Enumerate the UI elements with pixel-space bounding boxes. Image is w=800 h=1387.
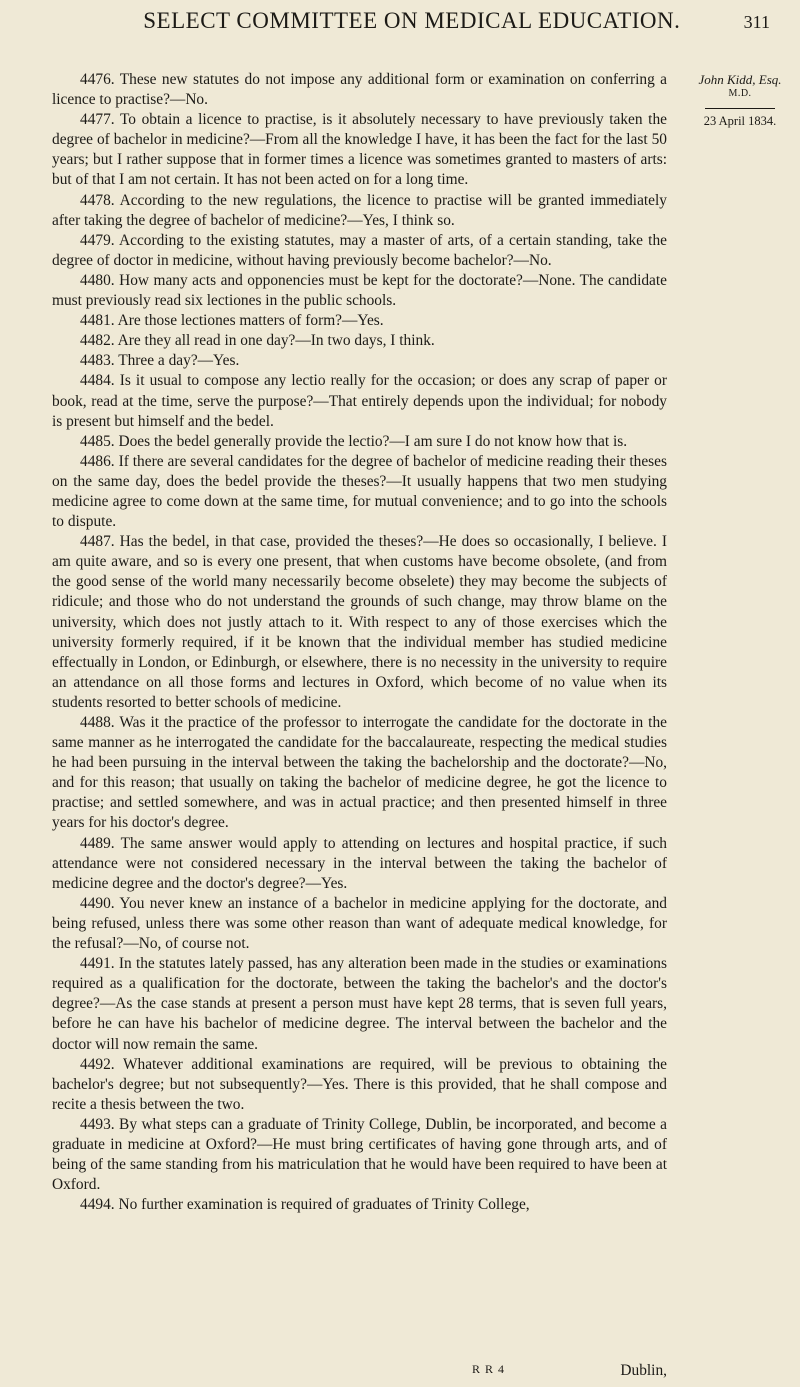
catchword: Dublin,	[620, 1362, 667, 1379]
body-text	[52, 70, 667, 1215]
margin-rule	[705, 108, 775, 109]
paragraph: 4491. In the statutes lately passed, has any alteration been made in the studies or examinations required as a qualification for the doctorate, between the taking the bachelor's and the doctor's degree?—As the case stands at present a person must have kept 28 terms, that is seven full years, before he can have his bachelor of medicine degree. The interval between the bachelor and the doctor will now remain the same.	[52, 955, 667, 1053]
margin-note	[690, 72, 790, 129]
page-number: 311	[743, 12, 770, 32]
paragraph: 4479. According to the existing statutes, may a master of arts, of a certain standing, take the degree of doctor in medicine, without having previously become bachelor?—No.	[52, 231, 667, 269]
paragraph: 4487. Has the bedel, in that case, provided the theses?—He does so occasionally, I believe. I am quite aware, and so is every one present, that when customs have become obsolete, (and from the good sense of the world many necessarily become obselete) they may become the subjects of ridicule; and those who do not understand the grounds of such change, may throw blame on the university, which does not justly attach to it. With respect to any of those exercises which the university formerly required, if it be known that the individual member has studied medicine effectually in London, or Edinburgh, or elsewhere, there is no necessity in the university to require an attendance on all those forms and lectures in Oxford, which become of no value when its students resorted to better schools of medicine.	[52, 533, 667, 711]
paragraph: 4488. Was it the practice of the professor to interrogate the candidate for the doctorate in the same manner as he interrogated the candidate for the baccalaureate, respecting the medical studies he had been pursuing in the interval between the taking the bachelorship and the doctorate?—No, and for this reason; that usually on taking the bachelor of medicine degree, he got the licence to practise; and settled somewhere, and was in actual practice; and then presented himself in three years for his doctor's degree.	[52, 714, 667, 832]
paragraph: 4476. These new statutes do not impose any additional form or examination on conferring a licence to practise?—No.	[52, 71, 667, 109]
witness-date: 23 April 1834.	[703, 114, 777, 128]
paragraph: 4486. If there are several candidates for the degree of bachelor of medicine reading their theses on the same day, does the bedel provide the theses?—It usually happens that two men studying medicine agree to come down at the same time, for mutual convenience; and to go into the schools to dispute.	[52, 452, 667, 531]
paragraph: 4481. Are those lectiones matters of form?—Yes.	[80, 312, 384, 330]
paragraph: 4492. Whatever additional examinations are required, will be previous to obtaining the bachelor's degree; but not subsequently?—Yes. There is this provided, that he shall compose and recite a thesis between the two.	[52, 1055, 667, 1113]
paragraph: 4478. According to the new regulations, the licence to practise will be granted immediately after taking the degree of bachelor of medicine?—Yes, I think so.	[52, 191, 667, 229]
paragraph: 4490. You never knew an instance of a bachelor in medicine applying for the doctorate, and being refused, unless there was some other reason than want of adequate medical knowledge, for the refusal?—No, of course not.	[52, 894, 667, 953]
signature-mark: R R 4	[472, 1362, 506, 1376]
paragraph: 4489. The same answer would apply to attending on lectures and hospital practice, if such attendance were not considered necessary in the interval between the taking the bachelor of medicine degree and the doctor's degree?—Yes.	[52, 834, 667, 892]
paragraph: 4485. Does the bedel generally provide the lectio?—I am sure I do not know how that is.	[80, 432, 628, 450]
paragraph: 4484. Is it usual to compose any lectio really for the occasion; or does any scrap of paper or book, read at the time, serve the purpose?—That entirely depends upon the individual; for nobody is present but himself and the bedel.	[52, 372, 667, 430]
running-title: SELECT COMMITTEE ON MEDICAL EDUCATION.	[143, 8, 681, 33]
paragraph: 4480. How many acts and opponencies must be kept for the doctorate?—None. The candidate must previously read six lectiones in the public schools.	[52, 271, 667, 310]
paragraph: 4482. Are they all read in one day?—In two days, I think.	[80, 332, 435, 350]
page-footer	[52, 1362, 667, 1380]
paragraph: 4494. No further examination is required of graduates of Trinity College,	[80, 1196, 530, 1214]
page-header	[50, 8, 770, 34]
paragraph: 4493. By what steps can a graduate of Trinity College, Dublin, be incorporated, and become a graduate in medicine at Oxford?—He must bring certificates of having gone through arts, and of being of the same standing from his matriculation that he would have been required to have been at Oxford.	[52, 1115, 667, 1194]
paragraph: 4483. Three a day?—Yes.	[80, 352, 240, 370]
witness-name: John Kidd, Esq.	[698, 72, 782, 87]
witness-degree: M.D.	[728, 88, 752, 99]
paragraph: 4477. To obtain a licence to practise, is it absolutely necessary to have previously taken the degree of bachelor in medicine?—From all the knowledge I have, it has been the fact for the last 50 years; but I rather suppose that in former times a licence was sometimes granted to masters of arts: but of that I am not certain. It has not been acted on for a long time.	[52, 111, 667, 189]
